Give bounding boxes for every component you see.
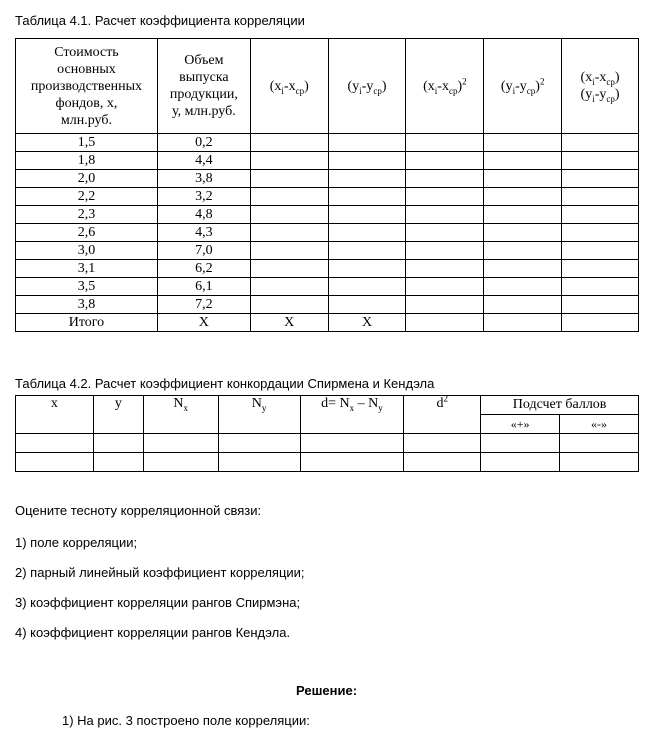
cell-y: 4,4 bbox=[157, 152, 250, 170]
table-row bbox=[16, 453, 639, 472]
header-score: Подсчет баллов bbox=[481, 396, 639, 415]
header-y-deviation: $(y_i-y_{ср})$ bbox=[328, 39, 406, 134]
table-row bbox=[16, 260, 639, 278]
task-item: 1) поле корреляции; bbox=[15, 535, 138, 550]
cell-y: 4,3 bbox=[157, 224, 250, 242]
total-cell: Х bbox=[328, 314, 406, 332]
cell-x: 3,8 bbox=[16, 296, 158, 314]
header-line: продукции, bbox=[169, 87, 238, 102]
table-row bbox=[16, 188, 639, 206]
header-x: x bbox=[16, 396, 94, 434]
header-ny: $N_y$ bbox=[218, 396, 300, 434]
rank-table bbox=[15, 395, 639, 472]
header-x-deviation: $(x_i-x_{ср})$ bbox=[250, 39, 328, 134]
cell-x: 2,6 bbox=[16, 224, 158, 242]
header-line: выпуска bbox=[179, 70, 229, 85]
cell-x: 3,1 bbox=[16, 260, 158, 278]
cell-x: 1,8 bbox=[16, 152, 158, 170]
cell-y: 3,8 bbox=[157, 170, 250, 188]
table-row bbox=[16, 134, 639, 152]
cell-y: 3,2 bbox=[157, 188, 250, 206]
header-y-deviation-squared: $(y_i-y_{ср})^2$ bbox=[484, 39, 562, 134]
table-row bbox=[16, 242, 639, 260]
table1-header-row bbox=[16, 39, 639, 134]
header-line: Объем bbox=[184, 53, 224, 68]
table-row bbox=[16, 170, 639, 188]
table2-caption: Таблица 4.2. Расчет коэффициент конкордации Спирмена и Кендэла bbox=[15, 376, 435, 391]
task-item: 3) коэффициент корреляции рангов Спирмэна; bbox=[15, 595, 301, 610]
solution-title: Решение: bbox=[296, 683, 358, 698]
table2-header-row bbox=[16, 396, 639, 415]
table1-caption: Таблица 4.1. Расчет коэффициента корреляции bbox=[15, 13, 305, 28]
header-nx: $N_x$ bbox=[143, 396, 218, 434]
solution-step: 1) На рис. 3 построено поле корреляции: bbox=[62, 713, 310, 728]
cell-y: 7,0 bbox=[157, 242, 250, 260]
header-plus: «+» bbox=[481, 415, 560, 434]
total-row bbox=[16, 314, 639, 332]
cell-y: 6,1 bbox=[157, 278, 250, 296]
header-line: фондов, х, bbox=[55, 95, 118, 111]
header-d: $d= N_x - N_y$ bbox=[300, 396, 404, 434]
total-cell: Х bbox=[157, 314, 250, 332]
header-x-deviation-squared: $(x_i-x_{ср})^2$ bbox=[406, 39, 484, 134]
cell-x: 1,5 bbox=[16, 134, 158, 152]
header-line: Стоимость bbox=[54, 44, 119, 60]
table-row bbox=[16, 434, 639, 453]
cell-y: 0,2 bbox=[157, 134, 250, 152]
cell-x: 2,2 bbox=[16, 188, 158, 206]
table-row bbox=[16, 296, 639, 314]
cell-y: 7,2 bbox=[157, 296, 250, 314]
cell-x: 3,5 bbox=[16, 278, 158, 296]
header-line: млн.руб. bbox=[60, 112, 112, 128]
cell-x: 3,0 bbox=[16, 242, 158, 260]
header-line: у, млн.руб. bbox=[172, 104, 236, 119]
table-row bbox=[16, 278, 639, 296]
header-minus: «-» bbox=[560, 415, 639, 434]
task-item: 2) парный линейный коэффициент корреляции; bbox=[15, 565, 305, 580]
total-label: Итого bbox=[16, 314, 158, 332]
cell-x: 2,0 bbox=[16, 170, 158, 188]
cell-x: 2,3 bbox=[16, 206, 158, 224]
task-item: 4) коэффициент корреляции рангов Кендэла. bbox=[15, 625, 291, 640]
header-deviation-product: $(x_i-x_{ср})$ $(y_i-y_{ср})$ bbox=[562, 39, 639, 134]
table-row bbox=[16, 152, 639, 170]
task-intro: Оцените тесноту корреляционной связи: bbox=[15, 503, 262, 518]
header-fixed-assets bbox=[16, 39, 158, 134]
total-cell: Х bbox=[250, 314, 328, 332]
header-line: производственных bbox=[30, 78, 143, 94]
table-row bbox=[16, 206, 639, 224]
correlation-table bbox=[15, 38, 639, 332]
header-y: y bbox=[93, 396, 143, 434]
cell-y: 6,2 bbox=[157, 260, 250, 278]
table-row bbox=[16, 224, 639, 242]
header-line: основных bbox=[57, 61, 116, 77]
header-d-squared: $d^2$ bbox=[404, 396, 481, 434]
cell-y: 4,8 bbox=[157, 206, 250, 224]
header-output-volume bbox=[157, 39, 250, 134]
